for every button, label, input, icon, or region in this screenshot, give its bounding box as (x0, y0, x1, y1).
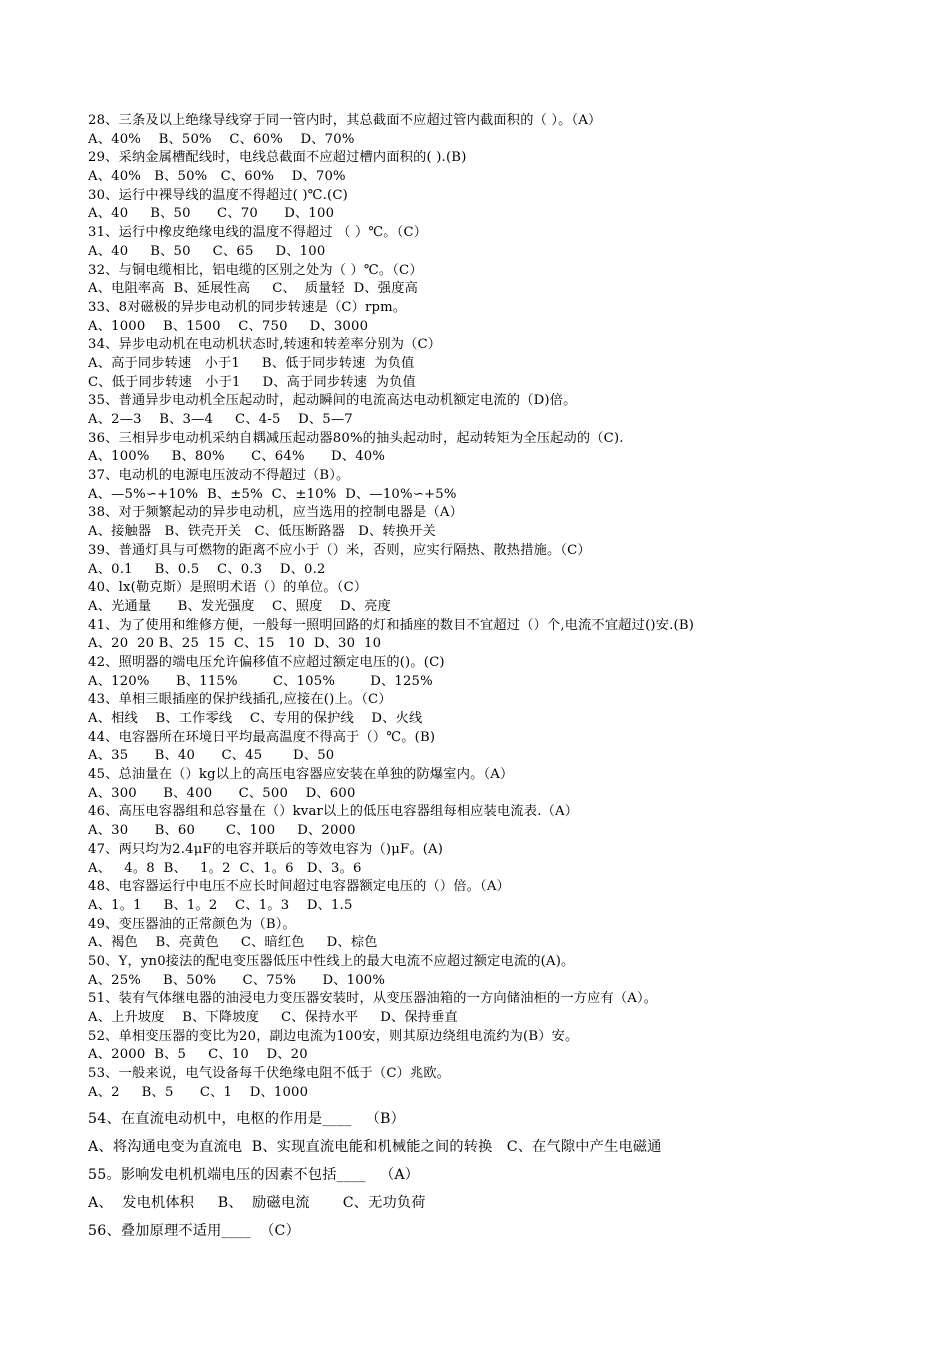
question-line: 53、一般来说，电气设备每千伏绝缘电阻不低于（C）兆欧。 (88, 1066, 451, 1082)
options-line: A、将沟通电变为直流电 B、实现直流电能和机械能之间的转换 C、在气隙中产生电磁通 (88, 1139, 662, 1156)
options-line: A、相线 B、工作零线 C、专用的保护线 D、火线 (88, 711, 423, 726)
question-line: 48、电容器运行中电压不应长时间超过电容器额定电压的（）倍。（A） (88, 879, 510, 895)
options-line: A、1。1 B、1。2 C、1。3 D、1.5 (88, 897, 353, 913)
options-line: A、电阻率高 B、延展性高 C、 质量轻 D、强度高 (88, 281, 418, 297)
question-line: 55。影响发电机机端电压的因素不包括____ （A） (88, 1167, 420, 1184)
options-line: C、低于同步转速 小于1 D、高于同步转速 为负值 (88, 374, 416, 390)
options-line: A、25% B、50% C、75% D、100% (88, 972, 386, 988)
question-line: 28、三条及以上绝缘导线穿于同一管内时，其总截面不应超过管内截面积的（ ）。（A） (88, 113, 602, 128)
question-line: 40、lx(勒克斯）是照明术语（）的单位。（C） (88, 580, 368, 596)
options-line: A、30 B、60 C、100 D、2000 (88, 823, 356, 839)
options-line: A、20 20 B、25 15 C、15 10 D、30 10 (88, 636, 382, 652)
question-line: 39、普通灯具与可燃物的距离不应小于（）米，否则，应实行隔热、散热措施。（C） (88, 542, 591, 558)
question-line: 41、为了使用和维修方便，一般每一照明回路的灯和插座的数目不宜超过（）个,电流不宜超过()安.(B) (88, 617, 695, 633)
options-line: A、接触器 B、铁壳开关 C、低压断路器 D、转换开关 (88, 524, 436, 540)
question-line: 33、8对磁极的异步电动机的同步转速是（C）rpm。 (88, 299, 407, 315)
question-line: 49、变压器油的正常颜色为（B）。 (88, 916, 296, 932)
options-line: A、40 B、50 C、70 D、100 (88, 206, 335, 222)
question-line: 37、电动机的电源电压波动不得超过（B）。 (88, 468, 350, 484)
options-line: A、1000 B、1500 C、750 D、3000 (88, 318, 369, 334)
question-line: 56、叠加原理不适用____ （C） (88, 1223, 300, 1240)
options-line: A、40% B、50% C、60% D、70% (88, 131, 355, 147)
document-page (88, 112, 908, 1244)
question-line: 34、异步电动机在电动机状态时,转速和转差率分别为（C） (88, 337, 442, 353)
question-line: 50、Y，yn0接法的配电变压器低压中性线上的最大电流不应超过额定电流的(A)。 (88, 953, 575, 969)
options-line: A、0.1 B、0.5 C、0.3 D、0.2 (88, 561, 326, 577)
question-line: 44、电容器所在环境日平均最高温度不得高于（）℃。(B) (88, 729, 436, 745)
options-line: A、2000 B、5 C、10 D、20 (88, 1047, 308, 1063)
options-line: A、300 B、400 C、500 D、600 (88, 785, 356, 801)
options-line: A、2 B、5 C、1 D、1000 (88, 1084, 309, 1100)
question-line: 38、对于频繁起动的异步电动机，应当选用的控制电器是（A） (88, 505, 463, 521)
question-line: 31、运行中橡皮绝缘电线的温度不得超过 （ ）℃。（C） (88, 225, 428, 241)
question-line: 46、高压电容器组和总容量在（）kvar以上的低压电容器组每相应装电流表.（A） (88, 804, 579, 820)
options-line: A、 发电机体积 B、 励磁电流 C、无功负荷 (88, 1195, 426, 1212)
question-line: 54、在直流电动机中，电枢的作用是____ （B） (88, 1111, 405, 1128)
options-line: A、120% B、115% C、105% D、125% (88, 673, 433, 689)
options-line: A、光通量 B、发光强度 C、照度 D、亮度 (88, 598, 391, 614)
question-line: 35、普通异步电动机全压起动时，起动瞬间的电流高达电动机额定电流的（D)倍。 (88, 393, 577, 409)
question-line: 36、三相异步电动机采纳自耦减压起动器80%的抽头起动时，起动转矩为全压起动的（C). (88, 430, 624, 446)
options-line: A、 4。8 B、 1。2 C、1。6 D、3。6 (88, 860, 362, 876)
question-line: 51、装有气体继电器的油浸电力变压器安装时，从变压器油箱的一方向储油柜的一方应有（A）。 (88, 991, 658, 1007)
options-line: A、35 B、40 C、45 D、50 (88, 748, 335, 764)
question-line: 29、采纳金属槽配线时，电线总截面不应超过槽内面积的( ).(B) (88, 150, 467, 166)
question-line: 47、两只均为2.4μF的电容并联后的等效电容为（)μF。(A) (88, 841, 444, 857)
options-line: A、40 B、50 C、65 D、100 (88, 243, 326, 259)
options-line: A、100% B、80% C、64% D、40% (88, 449, 386, 465)
options-line: A、2—3 B、3—4 C、4-5 D、5—7 (88, 412, 353, 427)
question-line: 52、单相变压器的变比为20，副边电流为100安，则其原边绕组电流约为(B）安。 (88, 1028, 579, 1044)
question-line: 42、照明器的端电压允许偏移值不应超过额定电压的()。(C) (88, 654, 445, 670)
question-line: 45、总油量在（）kg以上的高压电容器应安装在单独的防爆室内。（A） (88, 767, 514, 783)
question-line: 32、与铜电缆相比，铝电缆的区别之处为（ ）℃。（C） (88, 262, 423, 278)
options-line: A、高于同步转速 小于1 B、低于同步转速 为负值 (88, 355, 415, 371)
options-line: A、褐色 B、亮黄色 C、暗红色 D、棕色 (88, 935, 378, 951)
question-line: 30、运行中裸导线的温度不得超过( )℃.(C) (88, 187, 349, 203)
options-line: A、—5%∽+10% B、±5% C、±10% D、—10%∽+5% (88, 486, 457, 502)
question-line: 43、单相三眼插座的保护线插孔,应接在()上。（C） (88, 692, 392, 708)
options-line: A、上升坡度 B、下降坡度 C、保持水平 D、保持垂直 (88, 1010, 458, 1025)
options-line: A、40% B、50% C、60% D、70% (88, 169, 346, 185)
